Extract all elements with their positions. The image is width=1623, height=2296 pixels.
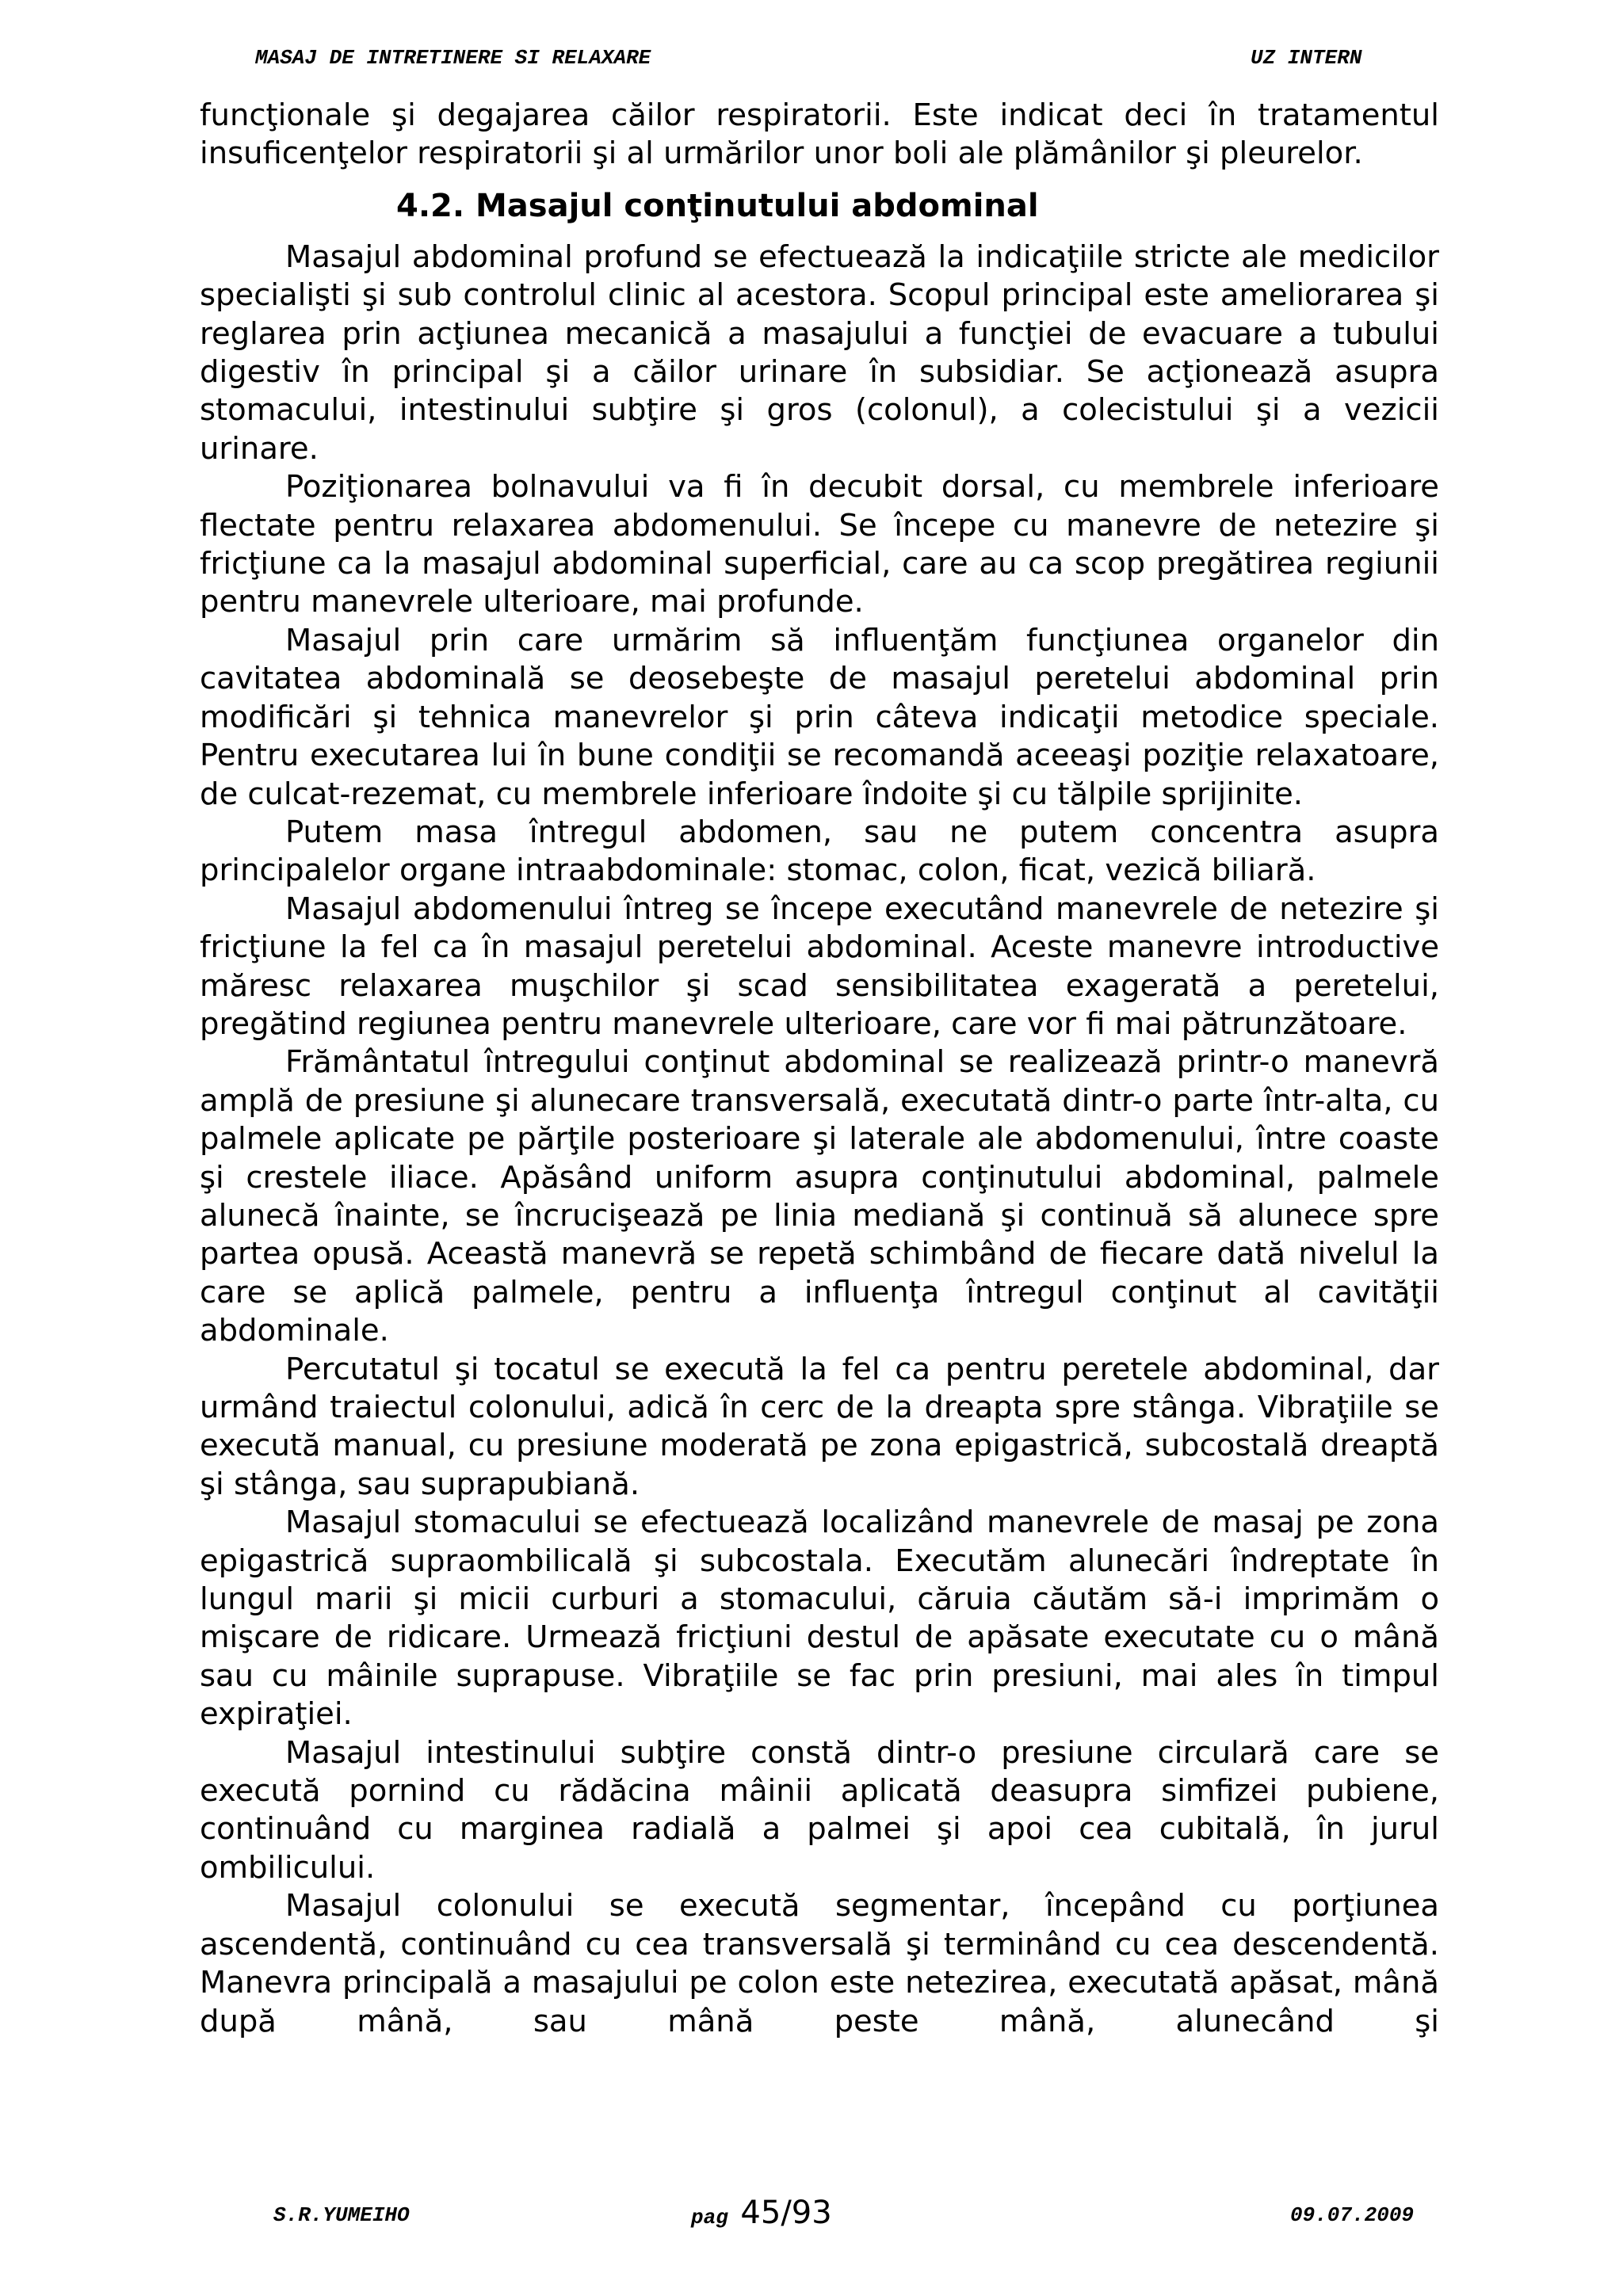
paragraph: Masajul abdominal profund se efectuează la indicaţiile stricte ale medicilor specialişti şi sub controlul clinic al acestora. Scopul principal este ameliorarea şi reglarea prin acţiunea mecanică a masajului a funcţiei de evacuare a tubului digestiv în principal şi a căilor urinare în subsidiar. Se acţionează asupra stomacului, intestinului subţire şi gros (colonul), a colecistului şi a vezicii urinare. — [200, 238, 1439, 467]
paragraph: Masajul intestinului subţire constă dintr-o presiune circulară care se execută pornind cu rădăcina mâinii aplicată deasupra simfizei pubiene, continuând cu marginea radială a palmei şi apoi cea cubitală, în jurul ombilicului. — [200, 1734, 1439, 1886]
paragraph-continued: funcţionale şi degajarea căilor respiratorii. Este indicat deci în tratamentul insuficenţelor respiratorii şi al urmărilor unor boli ale plămânilor şi pleurelor. — [200, 97, 1439, 172]
paragraph-continues: Masajul colonului se execută segmentar, începând cu porţiunea ascendentă, continuând cu cea transversală şi terminând cu cea descendentă. Manevra principală a masajului pe colon este netezirea, executată apăsat, mână după mână, sau mână peste mână, alunecând şi — [200, 1888, 1439, 2039]
footer-author: S.R.YUMEIHO — [273, 2203, 410, 2227]
paragraph: Frământatul întregului conţinut abdominal se realizează printr-o manevră amplă de presiune şi alunecare transversală, executată dintr-o parte într-alta, cu palmele aplicate pe părţile posterioare şi laterale ale abdomenului, între coaste şi crestele iliace. Apăsând uniform asupra conţinutului abdominal, palmele alunecă înainte, se încrucişează pe linia mediană şi continuă să alunece spre partea opusă. Această manevră se repetă schimbând de fiecare dată nivelul la care se aplică palmele, pentru a influenţa întregul conţinut al cavităţii abdominale. — [200, 1044, 1439, 1349]
paragraph: Putem masa întregul abdomen, sau ne putem concentra asupra principalelor organe intraabdominale: stomac, colon, ficat, vezică biliară. — [200, 814, 1439, 889]
page-number: 45/93 — [740, 2195, 832, 2231]
running-header-usage: UZ INTERN — [1251, 46, 1362, 70]
page-label: pag — [691, 2206, 728, 2229]
footer-date: 09.07.2009 — [1290, 2203, 1415, 2227]
page-content — [200, 97, 1439, 2041]
footer-page — [691, 2195, 832, 2231]
paragraph: Masajul abdomenului întreg se începe executând manevrele de netezire şi fricţiune la fel ca în masajul peretelui abdominal. Aceste manevre introductive măresc relaxarea muşchilor şi scad sensibilitatea exagerată a peretelui, pregătind regiunea pentru manevrele ulterioare, care vor fi mai pătrunzătoare. — [200, 891, 1439, 1042]
paragraph: Masajul prin care urmărim să influenţăm funcţiunea organelor din cavitatea abdominală se deosebeşte de masajul peretelui abdominal prin modificări şi tehnica manevrelor şi prin câteva indicaţii metodice speciale. Pentru executarea lui în bune condiţii se recomandă aceeaşi poziţie relaxatoare, de culcat-rezemat, cu membrele inferioare îndoite şi cu tălpile sprijinite. — [200, 622, 1439, 812]
paragraph: Percutatul şi tocatul se execută la fel ca pentru peretele abdominal, dar urmând traiectul colonului, adică în cerc de la dreapta spre stânga. Vibraţiile se execută manual, cu presiune moderată pe zona epigastrică, subcostală dreaptă şi stânga, sau suprapubiană. — [200, 1351, 1439, 1502]
paragraph: Poziţionarea bolnavului va fi în decubit dorsal, cu membrele inferioare flectate pentru relaxarea abdomenului. Se începe cu manevre de netezire şi fricţiune ca la masajul abdominal superficial, care au ca scop pregătirea regiunii pentru manevrele ulterioare, mai profunde. — [200, 469, 1439, 620]
running-header-title: MASAJ DE INTRETINERE SI RELAXARE — [255, 46, 651, 70]
paragraph: Masajul stomacului se efectuează localizând manevrele de masaj pe zona epigastrică supraombilicală şi subcostala. Executăm alunecări îndreptate în lungul marii şi micii curburi a stomacului, căruia căutăm să-i imprimăm o mişcare de ridicare. Urmează fricţiuni destul de apăsate executate cu o mână sau cu mâinile suprapuse. Vibraţiile se fac prin presiuni, mai ales în timpul expiraţiei. — [200, 1505, 1439, 1733]
section-heading: 4.2. Masajul conţinutului abdominal — [396, 187, 1039, 224]
